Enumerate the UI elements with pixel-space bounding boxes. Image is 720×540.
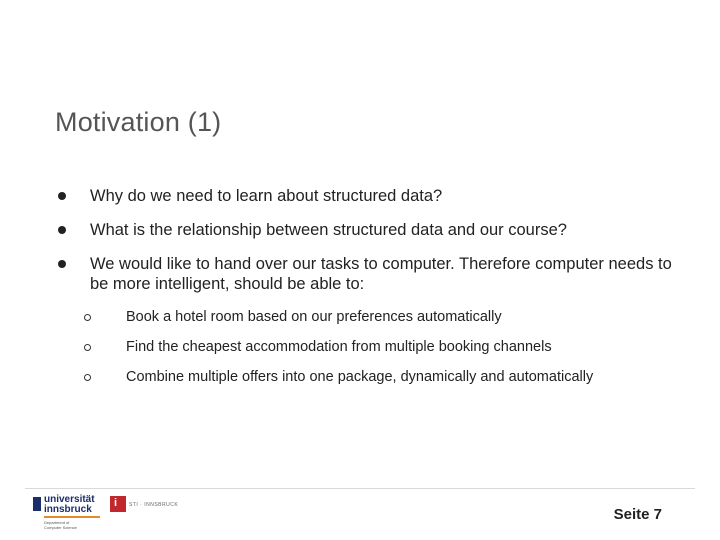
sub-bullet-text: Book a hotel room based on our preferences automatically <box>126 309 502 325</box>
sti-logo-icon: i <box>110 496 126 512</box>
logo-line1: universität <box>44 494 95 505</box>
bullet-dot-icon <box>58 226 66 234</box>
page-number: Seite 7 <box>613 506 662 523</box>
bullet-ring-icon <box>84 344 91 351</box>
bullet-text: Why do we need to learn about structured data? <box>90 187 443 205</box>
bullet-text: We would like to hand over our tasks to computer. Therefore computer needs to be more intelligent, should be able to: <box>90 255 672 293</box>
bullet-item <box>55 186 675 206</box>
sub-bullet-text: Combine multiple offers into one package, dynamically and automatically <box>126 369 594 385</box>
logo-department: Department of Computer Science <box>44 520 77 530</box>
sub-bullet-list <box>55 308 675 387</box>
university-mark-icon <box>33 497 41 511</box>
logo-accent-bar <box>44 516 100 518</box>
bullet-ring-icon <box>84 314 91 321</box>
bullet-dot-icon <box>58 260 66 268</box>
bullet-dot-icon <box>58 192 66 200</box>
sub-bullet-text: Find the cheapest accommodation from multiple booking channels <box>126 339 552 355</box>
bullet-item <box>55 220 675 240</box>
bullet-ring-icon <box>84 374 91 381</box>
bullet-item <box>55 254 675 294</box>
sub-bullet-item <box>55 368 596 387</box>
sub-bullet-item <box>55 308 596 327</box>
footer-divider <box>25 488 695 489</box>
sti-logo <box>110 496 180 516</box>
slide-title: Motivation (1) <box>55 107 222 137</box>
logo-line2: innsbruck <box>44 504 92 515</box>
sub-bullet-item <box>55 338 596 357</box>
sti-logo-text: STI · INNSBRUCK <box>129 502 179 508</box>
bullet-list <box>55 186 675 398</box>
bullet-text: What is the relationship between structured data and our course? <box>90 221 567 239</box>
